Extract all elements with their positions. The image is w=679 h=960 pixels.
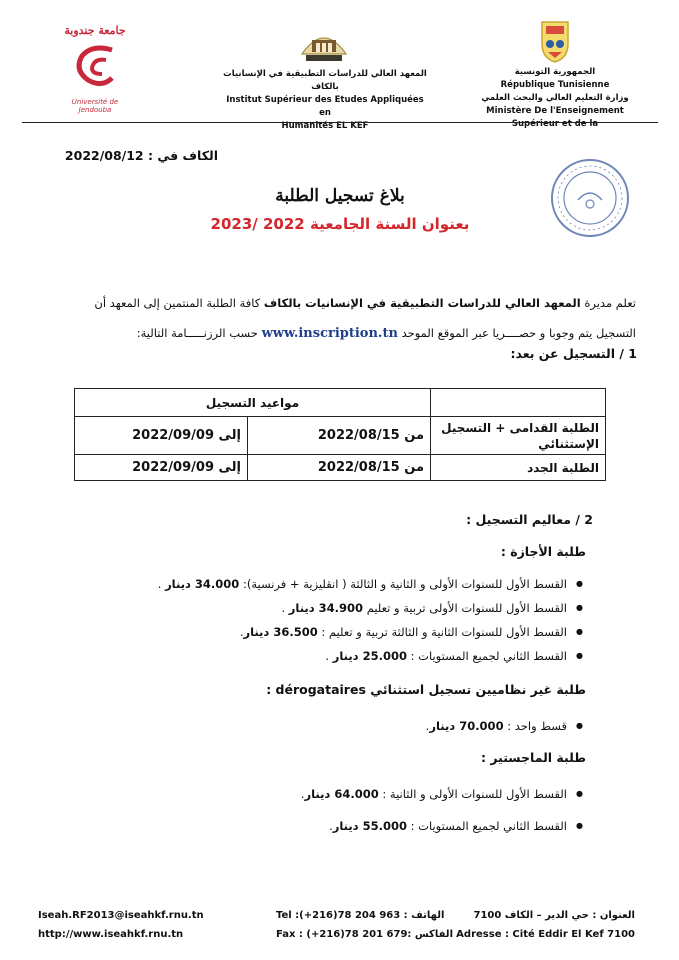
official-stamp-icon: [548, 156, 632, 240]
institute-fr-line1: Institut Supérieur des Etudes Appliquées en: [226, 95, 424, 118]
intro-institute-name: المعهد العالي للدراسات التطبيقية في الإنسانيات بالكاف: [263, 296, 581, 310]
intro-text-end: كافة الطلبة المنتمين إلى المعهد أن: [94, 296, 261, 310]
row-from-date: من 2022/08/15: [248, 455, 431, 481]
derogataires-fees-list: [426, 714, 583, 738]
list-item: ● القسط الأول للسنوات الأولى و الثانية و الثالثة ( انقليزية + فرنسية): 34.000 دينار .: [158, 572, 583, 596]
inscription-website-link[interactable]: www.inscription.tn: [261, 326, 398, 341]
table-row: [75, 417, 606, 455]
list-item: ● القسط الثاني لجميع المستويات : 55.000 دينار.: [301, 814, 583, 838]
footer-fax: Fax : (+216)78 201 679: الفاكس: [276, 929, 453, 940]
header-divider: [22, 122, 658, 123]
page-title: بلاغ تسجيل الطلبة: [275, 186, 405, 206]
group-title-master: طلبة الماجستير :: [480, 750, 586, 765]
footer-address-ar: العنوان : حي الدير – الكاف 7100: [473, 910, 635, 921]
list-item: ● القسط الثاني لجميع المستويات : 25.000 دينار .: [158, 644, 583, 668]
university-logo-ar: جامعة جندوبة: [64, 24, 126, 37]
intro-line-1: [36, 288, 636, 318]
list-item: ● القسط الأول للسنوات الثانية و الثالثة تربية و تعليم : 36.500 دينار.: [158, 620, 583, 644]
page-subtitle: بعنوان السنة الجامعية 2022 /2023: [210, 215, 470, 233]
intro-paragraph: [36, 288, 636, 349]
list-item: ● قسط واحد : 70.000 دينار.: [426, 714, 583, 738]
institute-fr-line2: Humanités EL KEF: [281, 121, 369, 131]
date-line: الكاف في : 2022/08/12: [64, 148, 218, 163]
ministry-ar-line2: وزارة التعليم العالي والبحث العلمي: [481, 93, 629, 103]
institute-logo-icon: [298, 20, 350, 64]
derogataires-title-fr: dérogataires: [275, 682, 366, 697]
ministry-ar-line1: الجمهورية التونسية: [514, 67, 596, 77]
footer-address: [456, 906, 635, 944]
master-fees-list: [301, 782, 583, 838]
table-header-empty: [431, 389, 606, 417]
intro-text-2-end: حسب الرزنـــــامة التالية:: [136, 326, 258, 340]
footer-contact-center: [276, 906, 453, 944]
list-item: ● القسط الأول للسنوات الأولى و الثانية : 64.000 دينار.: [301, 782, 583, 814]
institute-ar-name: المعهد العالي للدراسات التطبيقية في الإنسانيات بالكاف: [223, 69, 427, 92]
ministry-fr-line2: Ministère De l'Enseignement Supérieur et de la: [486, 106, 624, 129]
university-logo: [62, 24, 128, 116]
row-label: الطلبة القدامى + التسجيل الإستثنائي: [431, 417, 606, 455]
footer-email[interactable]: Iseah.RF2013@iseahkf.rnu.tn: [38, 910, 204, 921]
derogataires-title-ar: طلبة غير نظاميين تسجيل استثنائي: [370, 682, 586, 697]
derogataires-title-end: :: [266, 682, 276, 697]
registration-schedule-table: [74, 388, 606, 481]
section-remote-registration: 1 / التسجيل عن بعد:: [510, 346, 637, 361]
row-label: الطلبة الجدد: [431, 455, 606, 481]
intro-text: تعلم مديرة: [584, 296, 636, 310]
group-title-licence: طلبة الأجازة :: [500, 544, 586, 559]
row-to-date: إلى 2022/09/09: [75, 455, 248, 481]
table-header-dates: مواعيد التسجيل: [75, 389, 431, 417]
licence-fees-list: [158, 572, 583, 668]
ministry-fr-line1: République Tunisienne: [500, 80, 610, 90]
row-from-date: من 2022/08/15: [248, 417, 431, 455]
tunisia-emblem-icon: [538, 18, 572, 64]
footer-website[interactable]: http://www.iseahkf.rnu.tn: [38, 929, 184, 940]
footer-address-fr: Adresse : Cité Eddir El Kef 7100: [456, 929, 635, 940]
group-title-derogataires: [266, 682, 586, 697]
table-row: [75, 455, 606, 481]
intro-text-2: التسجيل يتم وجوبا و حصــــريا عبر الموقع الموحد: [401, 326, 636, 340]
list-item: ● القسط الأول للسنوات الأولى تربية و تعليم 34.900 دينار .: [158, 596, 583, 620]
institute-header: [222, 68, 428, 133]
footer-contact-left: [38, 906, 204, 944]
intro-line-2: [36, 318, 636, 349]
section-fees: 2 / معاليم التسجيل :: [466, 512, 593, 527]
row-to-date: إلى 2022/09/09: [75, 417, 248, 455]
university-logo-fr: Université de Jendouba: [71, 98, 119, 114]
university-emblem-icon: [72, 42, 118, 94]
footer-phone: Tel :(+216)78 204 963 : الهاتف: [276, 910, 445, 921]
